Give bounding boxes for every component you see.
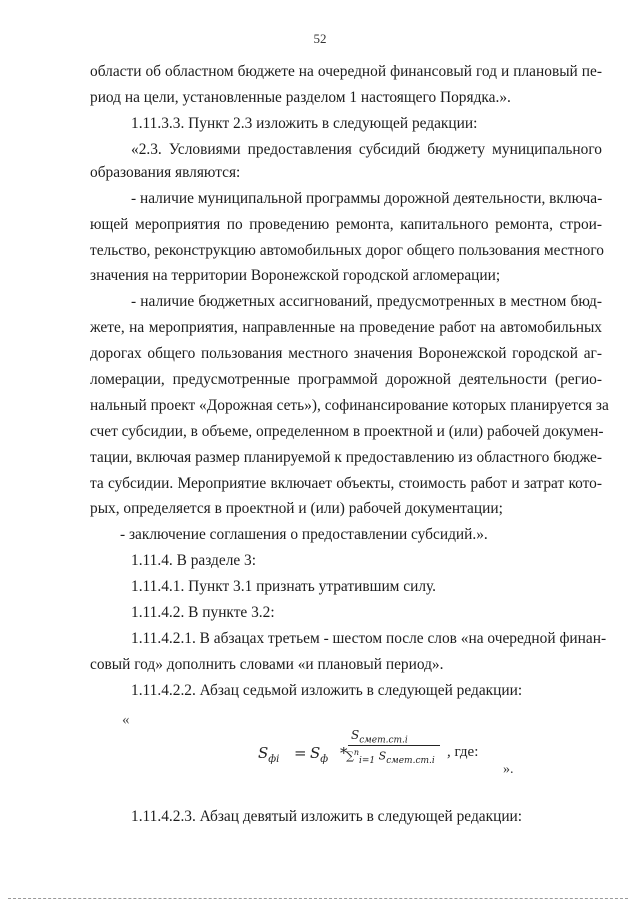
paragraph-line: счет субсидии, в объеме, определенном в проектной и (или) рабочей докумен- bbox=[90, 423, 604, 440]
formula-equals: = bbox=[294, 744, 307, 762]
quote-close: ». bbox=[503, 762, 514, 777]
paragraph-line: дорогах общего пользования местного значения Воронежской городской аг- bbox=[90, 345, 602, 362]
formula bbox=[258, 728, 518, 788]
paragraph-line: 1.11.4.2.1. В абзацах третьем - шестом после слов «на очередной финан- bbox=[131, 630, 607, 647]
paragraph-line: тации, включая размер планируемой к предоставлению из областного бюдже- bbox=[90, 449, 602, 466]
paragraph-line: области об областном бюджете на очередной финансовый год и плановый пе- bbox=[90, 63, 602, 80]
paragraph-line: образования являются: bbox=[90, 164, 241, 181]
paragraph-line: ющей мероприятия по проведению ремонта, капитального ремонта, строи- bbox=[90, 216, 602, 233]
paragraph-line: 1.11.4.2. В пункте 3.2: bbox=[131, 604, 275, 621]
paragraph-line: 1.11.3.3. Пункт 2.3 изложить в следующей редакции: bbox=[131, 115, 478, 132]
formula-times: * bbox=[340, 744, 348, 762]
paragraph-line: та субсидии. Мероприятие включает объекты, стоимость работ и затрат кото- bbox=[90, 475, 602, 492]
paragraph-line: нальный проект «Дорожная сеть»), софинансирование которых планируется за bbox=[90, 397, 609, 414]
paragraph-line: 1.11.4. В разделе 3: bbox=[131, 552, 257, 569]
paragraph-line: рых, определяется в проектной и (или) рабочей документации; bbox=[90, 500, 503, 517]
formula-tail: , где: bbox=[447, 744, 479, 760]
paragraph-line: - наличие бюджетных ассигнований, предусмотренных в местном бюд- bbox=[131, 293, 602, 310]
page-bottom-edge bbox=[8, 898, 628, 900]
formula-denominator: ∑$^n_{i=1}$ $S_{смет.ст.i}$ bbox=[346, 748, 435, 766]
paragraph-line: совый год» дополнить словами «и плановый период». bbox=[90, 656, 444, 673]
formula-lhs: $S_{фi}$ bbox=[258, 744, 280, 765]
formula-multiplier: $S_ф$ bbox=[310, 744, 329, 765]
quote-open: « bbox=[122, 712, 130, 728]
formula-fraction-bar bbox=[348, 745, 440, 746]
paragraph-line: жете, на мероприятия, направленные на проведение работ на автомобильных bbox=[90, 319, 602, 336]
formula-numerator: $S_{смет.ст.i}$ bbox=[351, 728, 408, 746]
paragraph-line: 1.11.4.2.3. Абзац девятый изложить в следующей редакции: bbox=[131, 808, 523, 825]
paragraph-line: - заключение соглашения о предоставлении субсидий.». bbox=[120, 526, 488, 543]
paragraph-line: риод на цели, установленные разделом 1 настоящего Порядка.». bbox=[90, 89, 511, 106]
paragraph-line: 1.11.4.2.2. Абзац седьмой изложить в следующей редакции: bbox=[131, 682, 523, 699]
page-number: 52 bbox=[313, 31, 327, 46]
paragraph-line: ломерации, предусмотренные программой дорожной деятельности (регио- bbox=[90, 371, 602, 388]
paragraph-line: значения на территории Воронежской городской агломерации; bbox=[90, 267, 501, 284]
paragraph-line: - наличие муниципальной программы дорожной деятельности, включа- bbox=[131, 190, 603, 207]
paragraph-line: тельство, реконструкцию автомобильных дорог общего пользования местного bbox=[90, 242, 604, 259]
paragraph-line: «2.3. Условиями предоставления субсидий бюджету муниципального bbox=[131, 141, 602, 158]
paragraph-line: 1.11.4.1. Пункт 3.1 признать утратившим силу. bbox=[131, 578, 437, 595]
